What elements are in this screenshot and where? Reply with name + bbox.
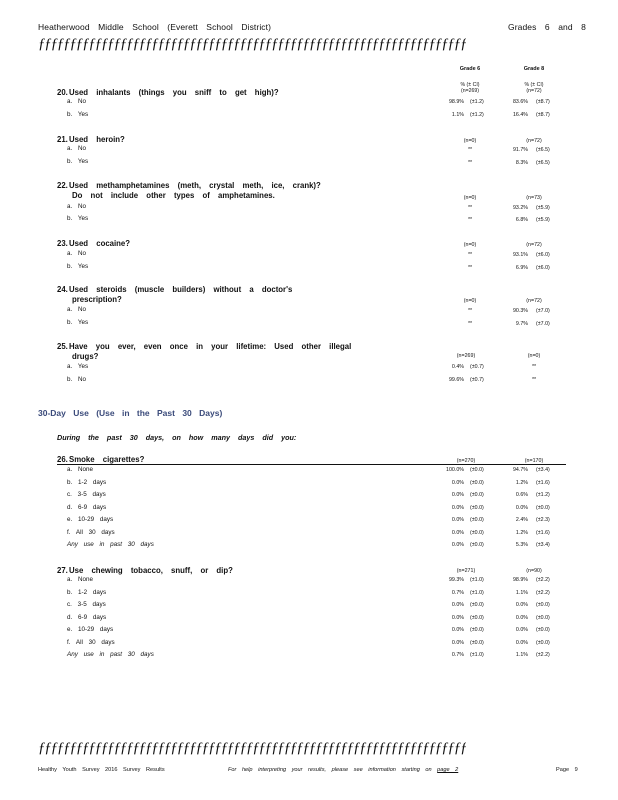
grade8-value: ** bbox=[531, 364, 537, 370]
grade6-value: 0.0% bbox=[451, 529, 464, 536]
option-label: a. Yes bbox=[67, 363, 89, 370]
question-27 bbox=[57, 566, 233, 576]
question-number: 21. bbox=[57, 135, 68, 144]
grade8-ci: (±1.2) bbox=[536, 492, 550, 498]
grade6-value: 0.0% bbox=[451, 504, 464, 511]
grade8-ci: (±6.0) bbox=[536, 265, 550, 271]
footer-help-text bbox=[228, 767, 458, 773]
question-text: Smoke cigarettes? bbox=[69, 455, 145, 464]
grade8-ci: (±2.2) bbox=[536, 589, 550, 596]
grade8-ci: (±6.5) bbox=[536, 147, 550, 153]
grade6-ci: (±0.0) bbox=[470, 517, 484, 523]
grade6-value: 0.0% bbox=[451, 542, 464, 548]
question-number: 23. bbox=[57, 239, 68, 248]
option-label: a. None bbox=[67, 576, 94, 583]
option-label: a. No bbox=[67, 250, 87, 257]
question-22 bbox=[57, 181, 321, 200]
question-text: Used steroids (muscle builders) without a doctor's bbox=[69, 285, 293, 294]
grade6-value: 0.0% bbox=[451, 602, 464, 608]
grade8-ci: (±0.0) bbox=[536, 627, 550, 633]
option-label: f. All 30 days bbox=[67, 638, 115, 646]
option-label: e. 10-29 days bbox=[67, 626, 114, 633]
grade8-value: 0.0% bbox=[515, 504, 528, 511]
grade6-value: 0.0% bbox=[451, 492, 464, 498]
footer-help-label: For help interpreting your results, please see information starting on bbox=[228, 767, 432, 773]
grade8-ci: (±5.9) bbox=[536, 217, 550, 223]
question-number: 20. bbox=[57, 88, 68, 97]
grade8-n: (n=73) bbox=[526, 195, 542, 201]
question-number: 25. bbox=[57, 342, 68, 351]
option-label: a. No bbox=[67, 203, 87, 210]
grade6-value: 99.3% bbox=[448, 577, 464, 583]
grade8-value: 9.7% bbox=[515, 321, 528, 327]
option-label: b. Yes bbox=[67, 158, 89, 165]
grade6-n: (n=0) bbox=[463, 195, 477, 201]
question-text: Used heroin? bbox=[69, 135, 125, 144]
grade6-value: ** bbox=[467, 205, 473, 211]
option-label: d. 6-9 days bbox=[67, 503, 107, 511]
grade8-value: 6.8% bbox=[515, 217, 528, 223]
grade8-ci: (±8.7) bbox=[536, 99, 550, 105]
grade6-value: ** bbox=[467, 160, 473, 166]
grade6-ci: (±1.0) bbox=[470, 652, 484, 658]
grade8-value: ** bbox=[531, 377, 537, 383]
grade6-ci: (±0.0) bbox=[470, 614, 484, 621]
grade6-value: 0.0% bbox=[451, 614, 464, 621]
grade8-ci: (±0.0) bbox=[536, 614, 550, 621]
column-n-grade8: (n=72) bbox=[526, 88, 542, 94]
grade8-ci: (±8.7) bbox=[536, 112, 550, 118]
question-number: 22. bbox=[57, 181, 68, 190]
grade8-value: 8.3% bbox=[515, 160, 528, 166]
grade6-value: ** bbox=[467, 217, 473, 223]
grade6-n: (n=0) bbox=[463, 298, 477, 304]
column-ci-label-grade8: % (± CI) bbox=[524, 82, 544, 88]
grade8-ci: (±7.0) bbox=[536, 321, 550, 327]
grade8-value: 93.2% bbox=[512, 205, 528, 211]
grade6-value: 100.0% bbox=[446, 467, 464, 473]
grade6-value: ** bbox=[467, 308, 473, 314]
footer-rule: ƒƒƒƒƒƒƒƒƒƒƒƒƒƒƒƒƒƒƒƒƒƒƒƒƒƒƒƒƒƒƒƒƒƒƒƒƒƒƒƒƒƒƒƒƒƒƒƒƒƒƒƒƒƒƒƒƒƒƒƒƒƒƒƒƒƒƒƒ bbox=[38, 740, 466, 756]
grade8-n: (n=170) bbox=[524, 458, 544, 464]
grade6-value: ** bbox=[467, 265, 473, 271]
header-rule: ƒƒƒƒƒƒƒƒƒƒƒƒƒƒƒƒƒƒƒƒƒƒƒƒƒƒƒƒƒƒƒƒƒƒƒƒƒƒƒƒƒƒƒƒƒƒƒƒƒƒƒƒƒƒƒƒƒƒƒƒƒƒƒƒƒƒƒƒ bbox=[38, 36, 466, 52]
option-label: e. 10-29 days bbox=[67, 516, 114, 523]
option-label: Any use in past 30 days bbox=[67, 541, 154, 548]
column-header-grade8: Grade 8 bbox=[523, 66, 545, 72]
question-number: 27. bbox=[57, 566, 68, 575]
grade8-value: 83.6% bbox=[512, 99, 528, 105]
grade6-ci: (±0.0) bbox=[470, 627, 484, 633]
question-23 bbox=[57, 239, 130, 249]
option-label: c. 3-5 days bbox=[67, 491, 106, 498]
grade6-value: ** bbox=[467, 147, 473, 153]
grade8-value: 16.4% bbox=[512, 112, 528, 118]
section-intro: During the past 30 days, on how many days did you: bbox=[57, 433, 297, 442]
question-24 bbox=[57, 285, 292, 304]
option-label: b. Yes bbox=[67, 111, 89, 118]
grade8-n: (n=72) bbox=[526, 138, 542, 144]
grade8-value: 0.0% bbox=[515, 614, 528, 621]
grade6-ci: (±0.0) bbox=[470, 467, 484, 473]
grade6-n: (n=0) bbox=[463, 242, 477, 248]
grade8-value: 0.6% bbox=[515, 492, 528, 498]
option-label: a. None bbox=[67, 466, 94, 473]
footer-page-link[interactable]: page 2 bbox=[437, 767, 459, 773]
question-text-continued: Do not include other types of amphetamines. bbox=[72, 190, 275, 200]
grade6-value: 0.0% bbox=[451, 627, 464, 633]
column-ci-label-grade6: % (± CI) bbox=[460, 82, 480, 88]
grade8-ci: (±1.6) bbox=[536, 529, 550, 536]
grade8-n: (n=90) bbox=[526, 568, 542, 574]
grade6-value: 0.0% bbox=[451, 517, 464, 523]
grade6-ci: (±1.0) bbox=[470, 589, 484, 596]
section-title: 30-Day Use (Use in the Past 30 Days) bbox=[38, 408, 223, 418]
option-label: b. No bbox=[67, 376, 87, 383]
grade8-value: 6.9% bbox=[515, 265, 528, 271]
grade8-ci: (±7.0) bbox=[536, 308, 550, 314]
grade8-ci: (±3.4) bbox=[536, 467, 550, 473]
grade6-n: (n=271) bbox=[456, 568, 476, 574]
question-21 bbox=[57, 135, 125, 145]
question-underline bbox=[57, 464, 566, 465]
option-label: b. Yes bbox=[67, 263, 89, 270]
footer-page-number: Page 9 bbox=[556, 767, 578, 773]
option-label: b. Yes bbox=[67, 215, 89, 222]
grade8-ci: (±2.3) bbox=[536, 517, 550, 523]
grade6-value: 0.4% bbox=[451, 364, 464, 370]
grade8-value: 5.3% bbox=[515, 542, 528, 548]
grade6-value: 1.1% bbox=[451, 112, 464, 118]
grade6-ci: (±1.2) bbox=[470, 99, 484, 105]
grade6-n: (n=270) bbox=[456, 458, 476, 464]
question-text-continued: drugs? bbox=[72, 351, 99, 361]
question-text: Use chewing tobacco, snuff, or dip? bbox=[69, 566, 233, 575]
grade8-ci: (±6.5) bbox=[536, 160, 550, 166]
grade8-value: 1.2% bbox=[515, 529, 528, 536]
grade8-ci: (±2.2) bbox=[536, 577, 550, 583]
question-number: 26. bbox=[57, 455, 68, 464]
grade8-value: 0.0% bbox=[515, 639, 528, 646]
grade6-ci: (±0.0) bbox=[470, 504, 484, 511]
question-text: Used methamphetamines (meth, crystal meth, ice, crank)? bbox=[69, 181, 321, 190]
option-label: b. Yes bbox=[67, 319, 89, 326]
grade8-value: 93.1% bbox=[512, 252, 528, 258]
grade6-value: 0.0% bbox=[451, 479, 464, 486]
option-label: b. 1-2 days bbox=[67, 588, 107, 596]
grade6-value: 0.7% bbox=[451, 589, 464, 596]
option-label: d. 6-9 days bbox=[67, 613, 107, 621]
grade6-ci: (±0.0) bbox=[470, 602, 484, 608]
question-text: Used inhalants (things you sniff to get high)? bbox=[69, 88, 279, 97]
option-label: b. 1-2 days bbox=[67, 478, 107, 486]
grade6-ci: (±0.0) bbox=[470, 542, 484, 548]
question-text: Used cocaine? bbox=[69, 239, 131, 248]
grade8-ci: (±6.0) bbox=[536, 252, 550, 258]
option-label: a. No bbox=[67, 145, 87, 152]
question-20 bbox=[57, 88, 279, 98]
grade8-value: 1.1% bbox=[515, 652, 528, 658]
grade8-value: 2.4% bbox=[515, 517, 528, 523]
grade6-n: (n=0) bbox=[463, 138, 477, 144]
grade6-value: 99.6% bbox=[448, 377, 464, 383]
footer-survey-title: Healthy Youth Survey 2016 Survey Results bbox=[38, 767, 165, 773]
option-label: f. All 30 days bbox=[67, 528, 115, 536]
grade8-ci: (±0.0) bbox=[536, 602, 550, 608]
grade8-value: 0.0% bbox=[515, 602, 528, 608]
grade8-value: 1.2% bbox=[515, 479, 528, 486]
grade8-ci: (±2.2) bbox=[536, 652, 550, 658]
grade6-ci: (±0.0) bbox=[470, 492, 484, 498]
grade8-n: (n=72) bbox=[526, 298, 542, 304]
report-header-school: Heatherwood Middle School (Everett School District) bbox=[38, 22, 272, 32]
grade6-value: 0.0% bbox=[451, 639, 464, 646]
question-25 bbox=[57, 342, 351, 361]
grade8-ci: (±3.4) bbox=[536, 542, 550, 548]
column-header-grade6: Grade 6 bbox=[459, 66, 481, 72]
grade6-ci: (±0.7) bbox=[470, 377, 484, 383]
grade8-ci: (±0.0) bbox=[536, 504, 550, 511]
grade8-value: 0.0% bbox=[515, 627, 528, 633]
grade6-value: ** bbox=[467, 252, 473, 258]
question-text: Have you ever, even once in your lifetime: Used other illegal bbox=[69, 342, 352, 351]
grade8-value: 1.1% bbox=[515, 589, 528, 596]
option-label: c. 3-5 days bbox=[67, 601, 106, 608]
grade6-ci: (±0.0) bbox=[470, 479, 484, 486]
grade6-ci: (±1.0) bbox=[470, 577, 484, 583]
report-header-grades: Grades 6 and 8 bbox=[508, 22, 586, 32]
grade8-ci: (±5.9) bbox=[536, 205, 550, 211]
grade8-n: (n=72) bbox=[526, 242, 542, 248]
option-label: a. No bbox=[67, 306, 87, 313]
grade8-value: 90.3% bbox=[512, 308, 528, 314]
grade6-value: 98.9% bbox=[448, 99, 464, 105]
grade6-n: (n=269) bbox=[456, 353, 476, 359]
grade6-value: 0.7% bbox=[451, 652, 464, 658]
grade6-value: ** bbox=[467, 321, 473, 327]
grade6-ci: (±0.7) bbox=[470, 364, 484, 370]
grade8-value: 98.9% bbox=[512, 577, 528, 583]
column-n-grade6: (n=269) bbox=[460, 88, 480, 94]
grade6-ci: (±0.0) bbox=[470, 639, 484, 646]
option-label: Any use in past 30 days bbox=[67, 651, 154, 658]
grade6-ci: (±0.0) bbox=[470, 529, 484, 536]
grade8-ci: (±0.0) bbox=[536, 639, 550, 646]
grade8-ci: (±1.6) bbox=[536, 479, 550, 486]
grade8-value: 91.7% bbox=[512, 147, 528, 153]
question-text-continued: prescription? bbox=[72, 294, 122, 304]
grade8-n: (n=0) bbox=[527, 353, 541, 359]
grade8-value: 94.7% bbox=[512, 467, 528, 473]
question-number: 24. bbox=[57, 285, 68, 294]
option-label: a. No bbox=[67, 98, 87, 105]
grade6-ci: (±1.2) bbox=[470, 112, 484, 118]
